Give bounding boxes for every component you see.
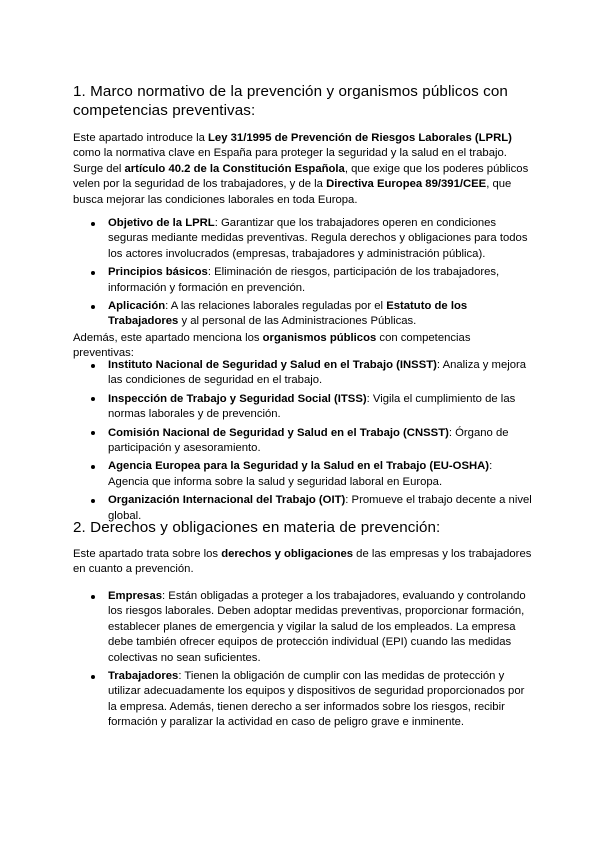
lprl-bullet-list (73, 216, 533, 333)
list-item: Instituto Nacional de Seguridad y Salud en el Trabajo (INSST): Analiza y mejora las condiciones de seguridad en el trabajo. (73, 358, 533, 389)
derechos-bullet-list (73, 589, 533, 734)
section-1-intro: Este apartado introduce la Ley 31/1995 de Prevención de Riesgos Laborales (LPRL) como la normativa clave en España para proteger la seguridad y la salud en el trabajo. Surge del artículo 40.2 de la Constitución Española, que exige que los poderes públicos velen por la seguridad de los trabajadores, y de la Directiva Europea 89/391/CEE, que busca mejorar las condiciones laborales en toda Europa. (73, 132, 529, 206)
section-1-heading: 1. Marco normativo de la prevención y organismos públicos con competencias preventivas: (73, 83, 508, 119)
list-item: Aplicación: A las relaciones laborales reguladas por el Estatuto de los Trabajadores y al personal de las Administraciones Públicas. (73, 299, 533, 330)
section-2-heading: 2. Derechos y obligaciones en materia de prevención: (73, 519, 441, 536)
list-item: Empresas: Están obligadas a proteger a los trabajadores, evaluando y controlando los riesgos laborales. Deben adoptar medidas preventivas, proporcionar formación, establecer planes de emergencia y vigilar la salud de los empleados. La empresa debe también ofrecer equipos de protección individual (EPI) cuando las medidas colectivas no sean suficientes. (73, 589, 533, 666)
list-item: Comisión Nacional de Seguridad y Salud en el Trabajo (CNSST): Órgano de participación y asesoramiento. (73, 426, 533, 457)
list-item: Trabajadores: Tienen la obligación de cumplir con las medidas de protección y utilizar adecuadamente los equipos y dispositivos de seguridad proporcionados por la empresa. Además, tienen derecho a ser informados sobre los riesgos, recibir formación y paralizar la actividad en caso de peligro grave e inminente. (73, 669, 533, 731)
list-item: Principios básicos: Eliminación de riesgos, participación de los trabajadores, información y formación en prevención. (73, 265, 533, 296)
list-item: Agencia Europea para la Seguridad y la Salud en el Trabajo (EU-OSHA): Agencia que informa sobre la salud y seguridad laboral en Europa. (73, 459, 533, 490)
list-item: Inspección de Trabajo y Seguridad Social (ITSS): Vigila el cumplimiento de las normas laborales y de prevención. (73, 392, 533, 423)
list-item: Objetivo de la LPRL: Garantizar que los trabajadores operen en condiciones seguras mediante medidas preventivas. Regula derechos y obligaciones para todos los actores involucrados (empresas, trabajadores y administración pública). (73, 216, 533, 262)
organismos-intro: Además, este apartado menciona los organismos públicos con competencias preventivas: (73, 332, 471, 360)
list-item: Organización Internacional del Trabajo (OIT): Promueve el trabajo decente a nivel global. (73, 493, 533, 524)
section-2-intro: Este apartado trata sobre los derechos y obligaciones de las empresas y los trabajadores en cuanto a prevención. (73, 548, 532, 576)
organismos-bullet-list (73, 358, 533, 527)
